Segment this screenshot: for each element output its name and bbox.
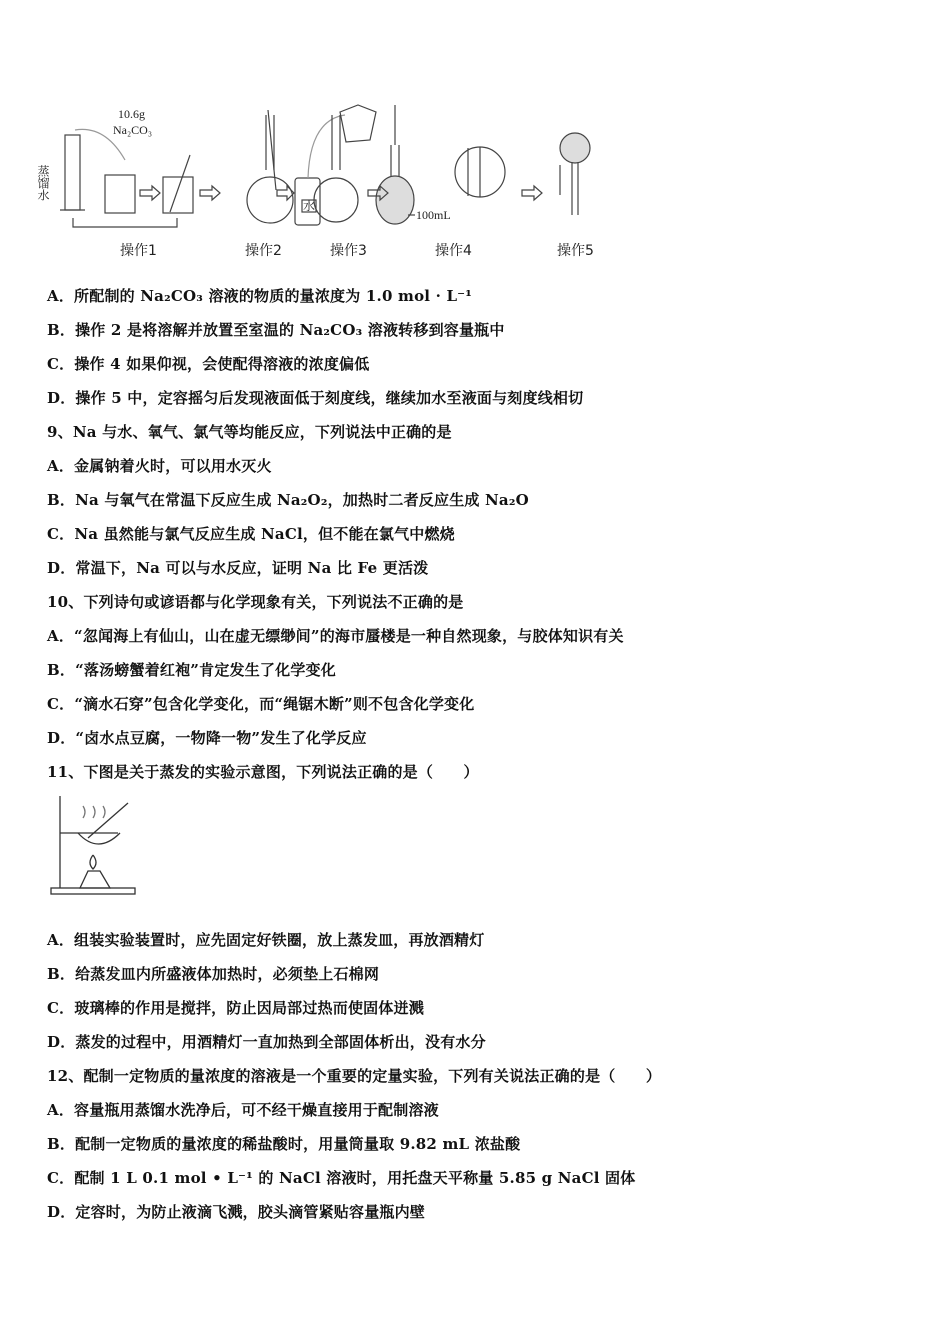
q8-option-a: A．所配制的 Na₂CO₃ 溶液的物质的量浓度为 1.0 mol · L⁻¹	[47, 287, 473, 305]
solution-preparation-figure	[36, 100, 620, 270]
q11-option-c: C．玻璃棒的作用是搅拌，防止因局部过热而使固体迸溅	[47, 999, 424, 1017]
q11-option-d: D．蒸发的过程中，用酒精灯一直加热到全部固体析出，没有水分	[47, 1033, 486, 1051]
q9-option-b: B．Na 与氧气在常温下反应生成 Na₂O₂，加热时二者反应生成 Na₂O	[47, 491, 529, 509]
q8-option-c: C．操作 4 如果仰视，会使配得溶液的浓度偏低	[47, 355, 370, 373]
step-label: 操作1	[120, 243, 157, 259]
q9-option-a: A．金属钠着火时，可以用水灭火	[47, 457, 272, 475]
q8-option-d: D．操作 5 中，定容摇匀后发现液面低于刻度线，继续加水至液面与刻度线相切	[47, 389, 584, 407]
q11-option-b: B．给蒸发皿内所盛液体加热时，必须垫上石棉网	[47, 965, 380, 983]
q8-option-b: B．操作 2 是将溶解并放置至室温的 Na₂CO₃ 溶液转移到容量瓶中	[47, 321, 505, 339]
volume-label: 100mL	[416, 208, 451, 222]
q10-option-d: D．“卤水点豆腐，一物降一物”发生了化学反应	[47, 729, 367, 747]
q10-option-a: A．“忽闻海上有仙山，山在虚无缥缈间”的海市蜃楼是一种自然现象，与胶体知识有关	[47, 627, 624, 645]
water-label: 蒸馏水	[36, 165, 50, 201]
step-label: 操作4	[435, 243, 472, 259]
q12-option-a: A．容量瓶用蒸馏水洗净后，可不经干燥直接用于配制溶液	[47, 1101, 439, 1119]
compound-label: Na₂CO₃	[113, 123, 153, 137]
q12-option-c: C．配制 1 L 0.1 mol • L⁻¹ 的 NaCl 溶液时，用托盘天平称量 5.85 g NaCl 固体	[47, 1169, 636, 1187]
q9-option-c: C．Na 虽然能与氯气反应生成 NaCl，但不能在氯气中燃烧	[47, 525, 455, 543]
step-label: 操作3	[330, 243, 367, 259]
evaporation-apparatus-figure	[48, 793, 138, 898]
q9-option-d: D．常温下，Na 可以与水反应，证明 Na 比 Fe 更活泼	[47, 559, 429, 577]
q9-stem: 9、Na 与水、氧气、氯气等均能反应，下列说法中正确的是	[47, 423, 452, 441]
q11-stem: 11、下图是关于蒸发的实验示意图，下列说法正确的是（ ）	[47, 763, 479, 781]
q11-option-a: A．组装实验装置时，应先固定好铁圈，放上蒸发皿，再放酒精灯	[47, 931, 485, 949]
q12-option-d: D．定容时，为防止液滴飞溅，胶头滴管紧贴容量瓶内壁	[47, 1203, 426, 1221]
bottle-label: 水	[303, 199, 316, 213]
step-label: 操作2	[245, 243, 282, 259]
mass-label: 10.6g	[118, 107, 145, 121]
step-label: 操作5	[557, 243, 594, 259]
q10-option-b: B．“落汤螃蟹着红袍”肯定发生了化学变化	[47, 661, 336, 679]
q10-option-c: C．“滴水石穿”包含化学变化，而“绳锯木断”则不包含化学变化	[47, 695, 475, 713]
q12-stem: 12、配制一定物质的量浓度的溶液是一个重要的定量实验，下列有关说法正确的是（ ）	[47, 1067, 662, 1085]
q12-option-b: B．配制一定物质的量浓度的稀盐酸时，用量筒量取 9.82 mL 浓盐酸	[47, 1135, 521, 1153]
q10-stem: 10、下列诗句或谚语都与化学现象有关，下列说法不正确的是	[47, 593, 464, 611]
